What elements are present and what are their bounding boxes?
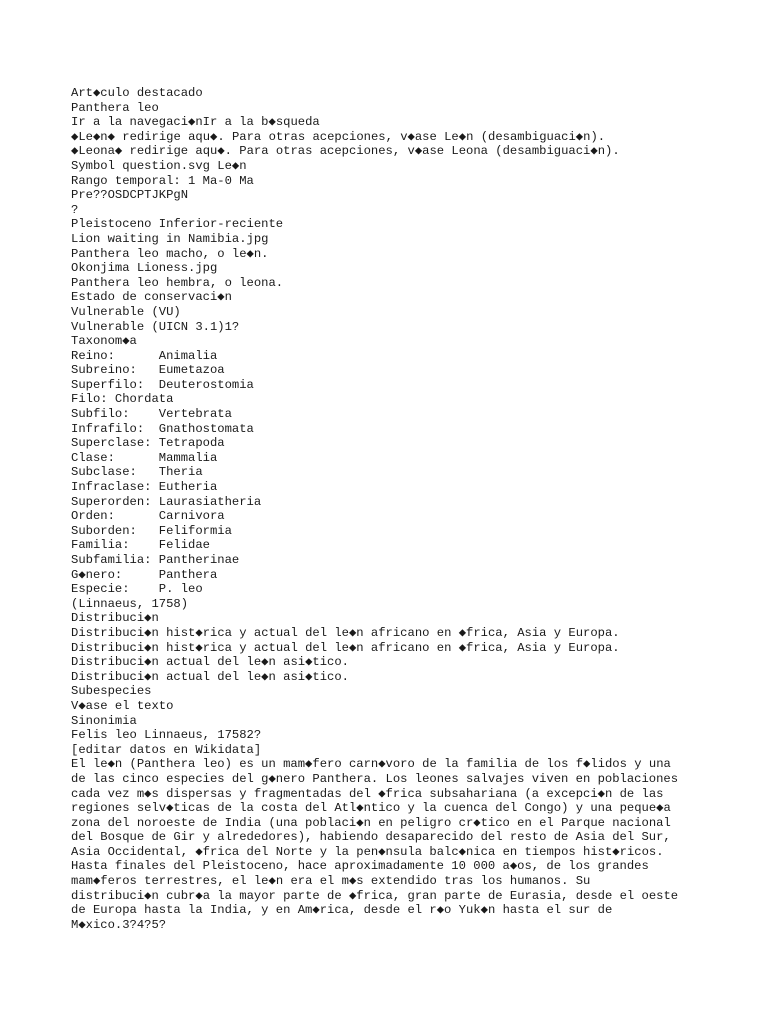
text-lines xyxy=(71,86,711,932)
text-line: Superfilo: Deuterostomia xyxy=(71,377,254,392)
text-line: Orden: Carnivora xyxy=(71,509,225,524)
text-line: Hasta finales del Pleistoceno, hace aproximadamente 10 000 a◆os, de los grandes xyxy=(71,859,649,874)
text-line: regiones selv◆ticas de la costa del Atl◆ntico y la cuenca del Congo) y una peque◆a xyxy=(71,801,671,816)
text-line: Filo: Chordata xyxy=(71,392,174,407)
text-line: Infraclase: Eutheria xyxy=(71,480,218,495)
text-line: Sinonimia xyxy=(71,713,137,728)
text-line: Subfamilia: Pantherinae xyxy=(71,553,240,567)
text-line: Distribuci◆n actual del le◆n asi◆tico. xyxy=(71,669,349,684)
text-line: Subfilo: Vertebrata xyxy=(71,407,232,422)
text-line: Asia Occidental, ◆frica del Norte y la pen◆nsula balc◆nica en tiempos hist◆ricos. xyxy=(71,844,664,859)
text-line: Panthera leo hembra, o leona. xyxy=(71,275,284,290)
text-line: Felis leo Linnaeus, 17582? xyxy=(71,728,262,743)
text-line: Taxonom◆a xyxy=(71,334,137,349)
text-line: Suborden: Feliformia xyxy=(71,523,232,538)
text-line: zona del noroeste de India (una poblaci◆n en peligro cr◆tico en el Parque nacional xyxy=(71,815,671,830)
text-line: Art◆culo destacado xyxy=(71,86,203,100)
text-line: ◆Leona◆ redirige aqu◆. Para otras acepciones, v◆ase Leona (desambiguaci◆n). xyxy=(71,144,620,159)
text-line: Familia: Felidae xyxy=(71,538,210,553)
text-line: Ir a la navegaci◆nIr a la b◆squeda xyxy=(71,115,320,130)
document-body xyxy=(71,86,711,932)
text-line: M◆xico.3?4?5? xyxy=(71,917,167,932)
text-line: ? xyxy=(71,202,79,217)
text-line: ◆Le◆n◆ redirige aqu◆. Para otras acepciones, v◆ase Le◆n (desambiguaci◆n). xyxy=(71,129,606,144)
text-line: Distribuci◆n xyxy=(71,611,159,626)
text-line: Estado de conservaci◆n xyxy=(71,290,232,305)
text-line: Rango temporal: 1 Ma-0 Ma xyxy=(71,173,254,188)
text-line: El le◆n (Panthera leo) es un mam◆fero carn◆voro de la familia de los f◆lidos y una xyxy=(71,757,671,772)
text-line: Infrafilo: Gnathostomata xyxy=(71,421,254,436)
text-line: Especie: P. leo xyxy=(71,582,203,597)
text-line: Reino: Animalia xyxy=(71,348,218,363)
text-line: Subreino: Eumetazoa xyxy=(71,363,225,378)
text-line: Vulnerable (VU) xyxy=(71,304,181,319)
text-line: Lion waiting in Namibia.jpg xyxy=(71,231,269,246)
text-line: Subclase: Theria xyxy=(71,465,203,480)
text-line: de las cinco especies del g◆nero Panthera. Los leones salvajes viven en poblaciones xyxy=(71,771,679,786)
text-line: V◆ase el texto xyxy=(71,698,174,713)
text-line: del Bosque de Gir y alrededores), habiendo desaparecido del resto de Asia del Sur, xyxy=(71,830,671,845)
text-line: Symbol question.svg Le◆n xyxy=(71,158,247,173)
text-line: cada vez m◆s dispersas y fragmentadas del ◆frica subsahariana (a excepci◆n de las xyxy=(71,786,664,801)
text-line: Distribuci◆n hist◆rica y actual del le◆n africano en ◆frica, Asia y Europa. xyxy=(71,625,620,640)
text-line: (Linnaeus, 1758) xyxy=(71,596,189,611)
text-line: Distribuci◆n hist◆rica y actual del le◆n africano en ◆frica, Asia y Europa. xyxy=(71,640,620,655)
text-line: Pre??OSDCPTJKPgN xyxy=(71,188,189,203)
text-line: Panthera leo macho, o le◆n. xyxy=(71,246,269,261)
text-line: mam◆feros terrestres, el le◆n era el m◆s extendido tras los humanos. Su xyxy=(71,874,591,889)
text-line: Superorden: Laurasiatheria xyxy=(71,494,262,509)
text-line: Panthera leo xyxy=(71,100,159,115)
text-line: [editar datos en Wikidata] xyxy=(71,742,262,757)
text-line: de Europa hasta la India, y en Am◆rica, desde el r◆o Yuk◆n hasta el sur de xyxy=(71,903,613,918)
text-line: Subespecies xyxy=(71,684,152,699)
text-line: Pleistoceno Inferior-reciente xyxy=(71,217,284,232)
text-line: Superclase: Tetrapoda xyxy=(71,436,225,451)
text-line: G◆nero: Panthera xyxy=(71,567,218,582)
text-line: distribuci◆n cubr◆a la mayor parte de ◆frica, gran parte de Eurasia, desde el oeste xyxy=(71,888,679,903)
text-line: Okonjima Lioness.jpg xyxy=(71,261,218,276)
text-line: Vulnerable (UICN 3.1)1? xyxy=(71,319,240,334)
text-line: Clase: Mammalia xyxy=(71,450,218,465)
text-line: Distribuci◆n actual del le◆n asi◆tico. xyxy=(71,655,349,670)
